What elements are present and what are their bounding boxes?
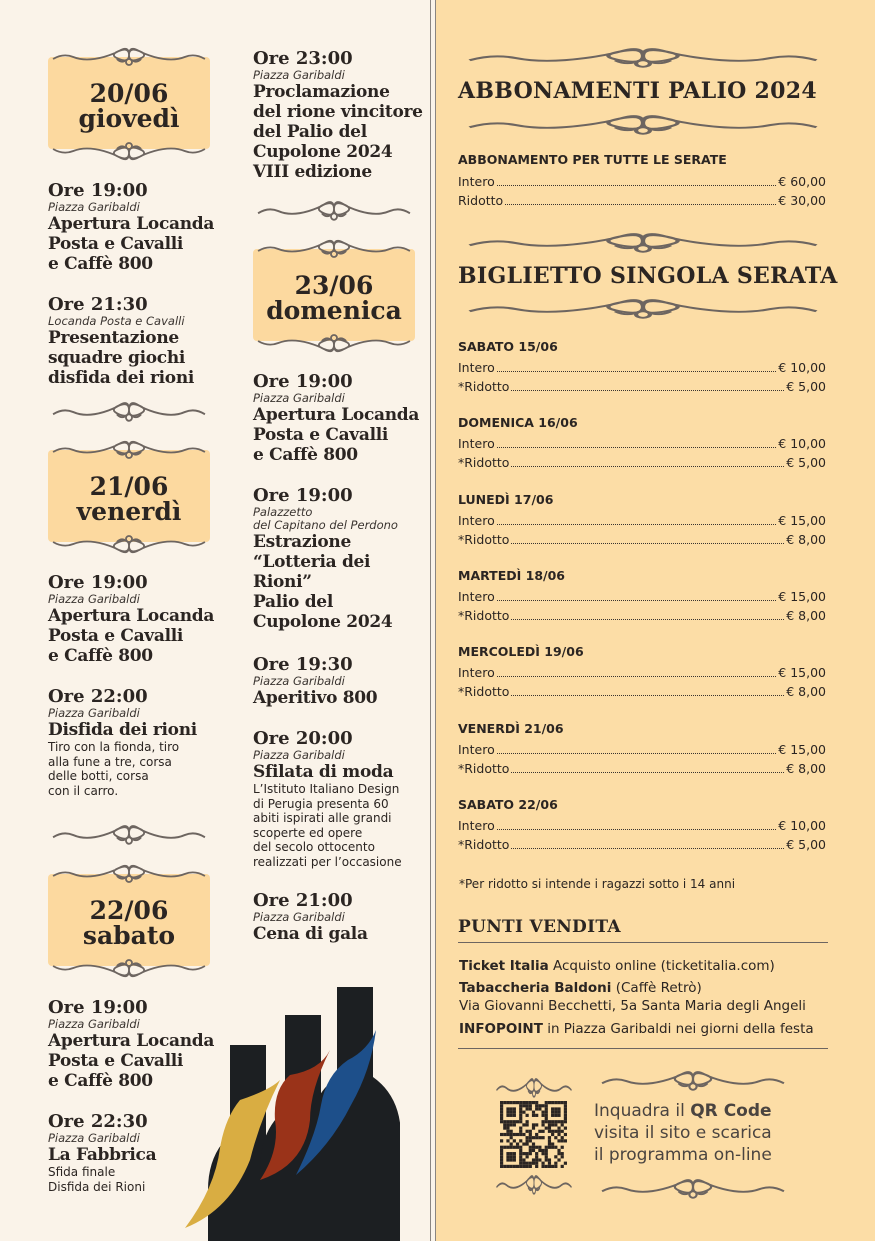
ticket-day: MARTEDÌ 18/06 — [458, 567, 565, 583]
event-time: Ore 19:00 — [253, 485, 353, 506]
event-time: Ore 19:30 — [253, 654, 353, 675]
event-place: Piazza Garibaldi — [253, 68, 345, 82]
qr-line: visita il sito e scarica — [594, 1123, 772, 1143]
event-time: Ore 19:00 — [48, 572, 148, 593]
date-day: 21/06 — [89, 472, 169, 501]
price-label: Intero — [458, 436, 495, 452]
abbonamento-heading: ABBONAMENTO PER TUTTE LE SERATE — [458, 152, 727, 167]
sales-point — [459, 1020, 814, 1038]
date-weekday: domenica — [266, 296, 402, 325]
price-value: € 5,00 — [786, 379, 826, 394]
price-label: Intero — [458, 665, 495, 681]
event-title: Aperitivo 800 — [253, 688, 378, 708]
event — [253, 372, 433, 465]
ornament-icon — [48, 534, 210, 556]
event-place: Piazza Garibaldi — [48, 1131, 140, 1145]
date-weekday: venerdì — [76, 497, 182, 526]
price-value: € 8,00 — [786, 531, 826, 547]
sales-point-detail: Acquisto online (ticketitalia.com) — [548, 958, 775, 974]
sales-point-name: Ticket Italia — [459, 958, 549, 974]
event-place: Piazza Garibaldi — [253, 748, 345, 762]
ornament-icon — [458, 112, 828, 136]
ticket-day: MERCOLEDÌ 19/06 — [458, 644, 584, 660]
event-time: Ore 21:30 — [48, 294, 148, 315]
event — [253, 891, 433, 944]
sales-point-name: INFOPOINT — [459, 1021, 543, 1037]
ornament-icon — [596, 1068, 790, 1092]
event-place: Piazza Garibaldi — [253, 391, 345, 405]
price-row — [458, 513, 826, 529]
price-label: *Ridotto — [458, 379, 510, 394]
qr-label: QR Code — [690, 1101, 772, 1121]
event — [253, 486, 433, 632]
ornament-icon — [48, 141, 210, 163]
abbonamenti-title: ABBONAMENTI PALIO 2024 — [458, 78, 817, 104]
price-row — [458, 837, 826, 853]
ornament-icon — [596, 1176, 790, 1200]
sales-point — [459, 957, 775, 975]
ornament-icon — [48, 399, 210, 423]
event-place: Piazza Garibaldi — [48, 1017, 140, 1031]
price-label: *Ridotto — [458, 684, 510, 700]
price-value: € 15,00 — [778, 512, 826, 528]
date-badge — [48, 860, 210, 980]
event — [48, 181, 228, 274]
date-day: 22/06 — [89, 896, 169, 925]
ornament-icon — [253, 333, 415, 355]
price-value: € 10,00 — [778, 817, 826, 833]
price-label: Intero — [458, 174, 495, 189]
ornament-divider — [458, 230, 828, 254]
date-badge — [48, 43, 210, 163]
price-value: € 10,00 — [778, 360, 826, 375]
ornament-divider — [458, 112, 828, 136]
event-time: Ore 19:00 — [253, 371, 353, 392]
ornament-icon — [48, 958, 210, 980]
price-row — [458, 360, 826, 376]
event-place: Piazza Garibaldi — [253, 674, 345, 688]
ticket-day: LUNEDÌ 17/06 — [458, 491, 554, 507]
price-label: *Ridotto — [458, 455, 510, 471]
event-title: Apertura Locanda Posta e Cavalli e Caffè 800 — [48, 1031, 215, 1091]
price-row — [458, 174, 826, 190]
event-description: Tiro con la fionda, tiro alla fune a tre, corsa delle botti, corsa con il carro. — [48, 740, 180, 798]
price-row — [458, 379, 826, 395]
ornament-divider — [458, 296, 828, 320]
event-title: Estrazione “Lotteria dei Rioni” Palio del Cupolone 2024 — [253, 532, 393, 632]
ornament-divider — [596, 1068, 790, 1092]
event-title: Presentazione squadre giochi disfida dei rioni — [48, 328, 195, 388]
price-label: *Ridotto — [458, 836, 510, 852]
date-day: 20/06 — [89, 79, 169, 108]
price-value: € 60,00 — [778, 174, 826, 189]
price-value: € 8,00 — [786, 684, 826, 700]
sales-point — [459, 979, 702, 997]
date-day: 23/06 — [294, 271, 374, 300]
event-time: Ore 21:00 — [253, 890, 353, 911]
ornament-icon — [48, 438, 210, 460]
event-place: Piazza Garibaldi — [253, 910, 345, 924]
event — [48, 573, 228, 666]
event-title: Apertura Locanda Posta e Cavalli e Caffè 800 — [48, 214, 215, 274]
ornament-icon — [253, 198, 415, 222]
price-row — [458, 455, 826, 471]
event-description: Sfida finale Disfida dei Rioni — [48, 1165, 146, 1194]
ornament-divider — [253, 198, 415, 222]
ornament-icon — [458, 296, 828, 320]
price-label: *Ridotto — [458, 760, 510, 776]
date-weekday: sabato — [82, 921, 176, 950]
price-value: € 30,00 — [778, 193, 826, 208]
divider-line — [458, 942, 828, 943]
event-place: Palazzetto del Capitano del Perdono — [253, 505, 398, 532]
price-row — [458, 532, 826, 548]
date-badge — [48, 436, 210, 556]
event-time: Ore 19:00 — [48, 180, 148, 201]
date-weekday: giovedì — [78, 104, 180, 133]
price-value: € 10,00 — [778, 436, 826, 452]
event — [253, 49, 433, 182]
ornament-icon — [253, 237, 415, 259]
price-row — [458, 193, 826, 209]
ornament-icon — [48, 862, 210, 884]
price-row — [458, 608, 826, 624]
event-title: Disfida dei rioni — [48, 720, 197, 740]
price-value: € 8,00 — [786, 607, 826, 623]
event-time: Ore 20:00 — [253, 728, 353, 749]
qr-caption — [594, 1100, 772, 1166]
price-row — [458, 665, 826, 681]
ticket-day: SABATO 15/06 — [458, 339, 558, 354]
ornament-divider — [458, 45, 828, 69]
event-time: Ore 22:30 — [48, 1111, 148, 1132]
price-row — [458, 589, 826, 605]
reduced-note: *Per ridotto si intende i ragazzi sotto i 14 anni — [459, 877, 736, 891]
price-label: Ridotto — [458, 193, 504, 208]
qr-line: il programma on-line — [594, 1145, 772, 1165]
event-place: Piazza Garibaldi — [48, 200, 140, 214]
ticket-day: DOMENICA 16/06 — [458, 415, 578, 431]
price-value: € 5,00 — [786, 455, 826, 471]
price-label: *Ridotto — [458, 531, 510, 547]
qr-code[interactable] — [500, 1101, 567, 1168]
price-row — [458, 742, 826, 758]
sales-point-name: Tabaccheria Baldoni — [459, 980, 612, 996]
price-value: € 15,00 — [778, 741, 826, 757]
price-value: € 5,00 — [786, 836, 826, 852]
price-row — [458, 436, 826, 452]
ornament-divider — [596, 1176, 790, 1200]
ornament-divider — [494, 1075, 574, 1099]
event-title: Apertura Locanda Posta e Cavalli e Caffè 800 — [253, 405, 420, 465]
ornament-divider — [494, 1172, 574, 1196]
event — [253, 729, 433, 869]
ornament-icon — [48, 822, 210, 846]
ornament-divider — [48, 822, 210, 846]
sales-point-detail: (Caffè Retrò) — [611, 980, 702, 996]
event-time: Ore 22:00 — [48, 686, 148, 707]
event-description: L’Istituto Italiano Design di Perugia presenta 60 abiti ispirati alle grandi scoperte ed opere del secolo ottocento realizzati per l’occasione — [253, 782, 402, 869]
price-row — [458, 761, 826, 777]
event-title: Sfilata di moda — [253, 762, 394, 782]
ornament-divider — [48, 399, 210, 423]
event — [48, 687, 228, 798]
event-title: Cena di gala — [253, 924, 368, 944]
ornament-icon — [458, 230, 828, 254]
punti-vendita-title: PUNTI VENDITA — [458, 917, 621, 937]
date-badge — [253, 235, 415, 355]
event-time: Ore 23:00 — [253, 48, 353, 69]
event — [253, 655, 433, 708]
price-row — [458, 818, 826, 834]
event-title: Apertura Locanda Posta e Cavalli e Caffè 800 — [48, 606, 215, 666]
sales-point-detail: in Piazza Garibaldi nei giorni della festa — [542, 1021, 814, 1037]
sales-point — [459, 997, 806, 1015]
ornament-icon — [494, 1075, 574, 1099]
ticket-day: VENERDÌ 21/06 — [458, 720, 564, 736]
qr-line: Inquadra il — [594, 1101, 691, 1121]
price-label: Intero — [458, 360, 495, 375]
biglietto-title: BIGLIETTO SINGOLA SERATA — [458, 263, 838, 289]
event — [48, 295, 228, 388]
price-label: Intero — [458, 588, 495, 604]
price-label: Intero — [458, 741, 495, 757]
bottles-illustration — [180, 985, 400, 1241]
price-value: € 8,00 — [786, 760, 826, 776]
price-label: Intero — [458, 817, 495, 833]
price-value: € 15,00 — [778, 665, 826, 681]
ornament-icon — [48, 45, 210, 67]
ornament-icon — [458, 45, 828, 69]
ticket-day: SABATO 22/06 — [458, 796, 558, 812]
event-title: La Fabbrica — [48, 1145, 157, 1165]
ornament-icon — [494, 1172, 574, 1196]
sales-point-detail: Via Giovanni Becchetti, 5a Santa Maria degli Angeli — [459, 998, 806, 1014]
price-row — [458, 684, 826, 700]
price-value: € 15,00 — [778, 588, 826, 604]
event-time: Ore 19:00 — [48, 997, 148, 1018]
price-label: Intero — [458, 512, 495, 528]
event-place: Locanda Posta e Cavalli — [48, 314, 185, 328]
event-title: Proclamazione del rione vincitore del Palio del Cupolone 2024 VIII edizione — [253, 82, 423, 182]
event-place: Piazza Garibaldi — [48, 592, 140, 606]
price-label: *Ridotto — [458, 607, 510, 623]
event-place: Piazza Garibaldi — [48, 706, 140, 720]
divider-line — [458, 1048, 828, 1049]
